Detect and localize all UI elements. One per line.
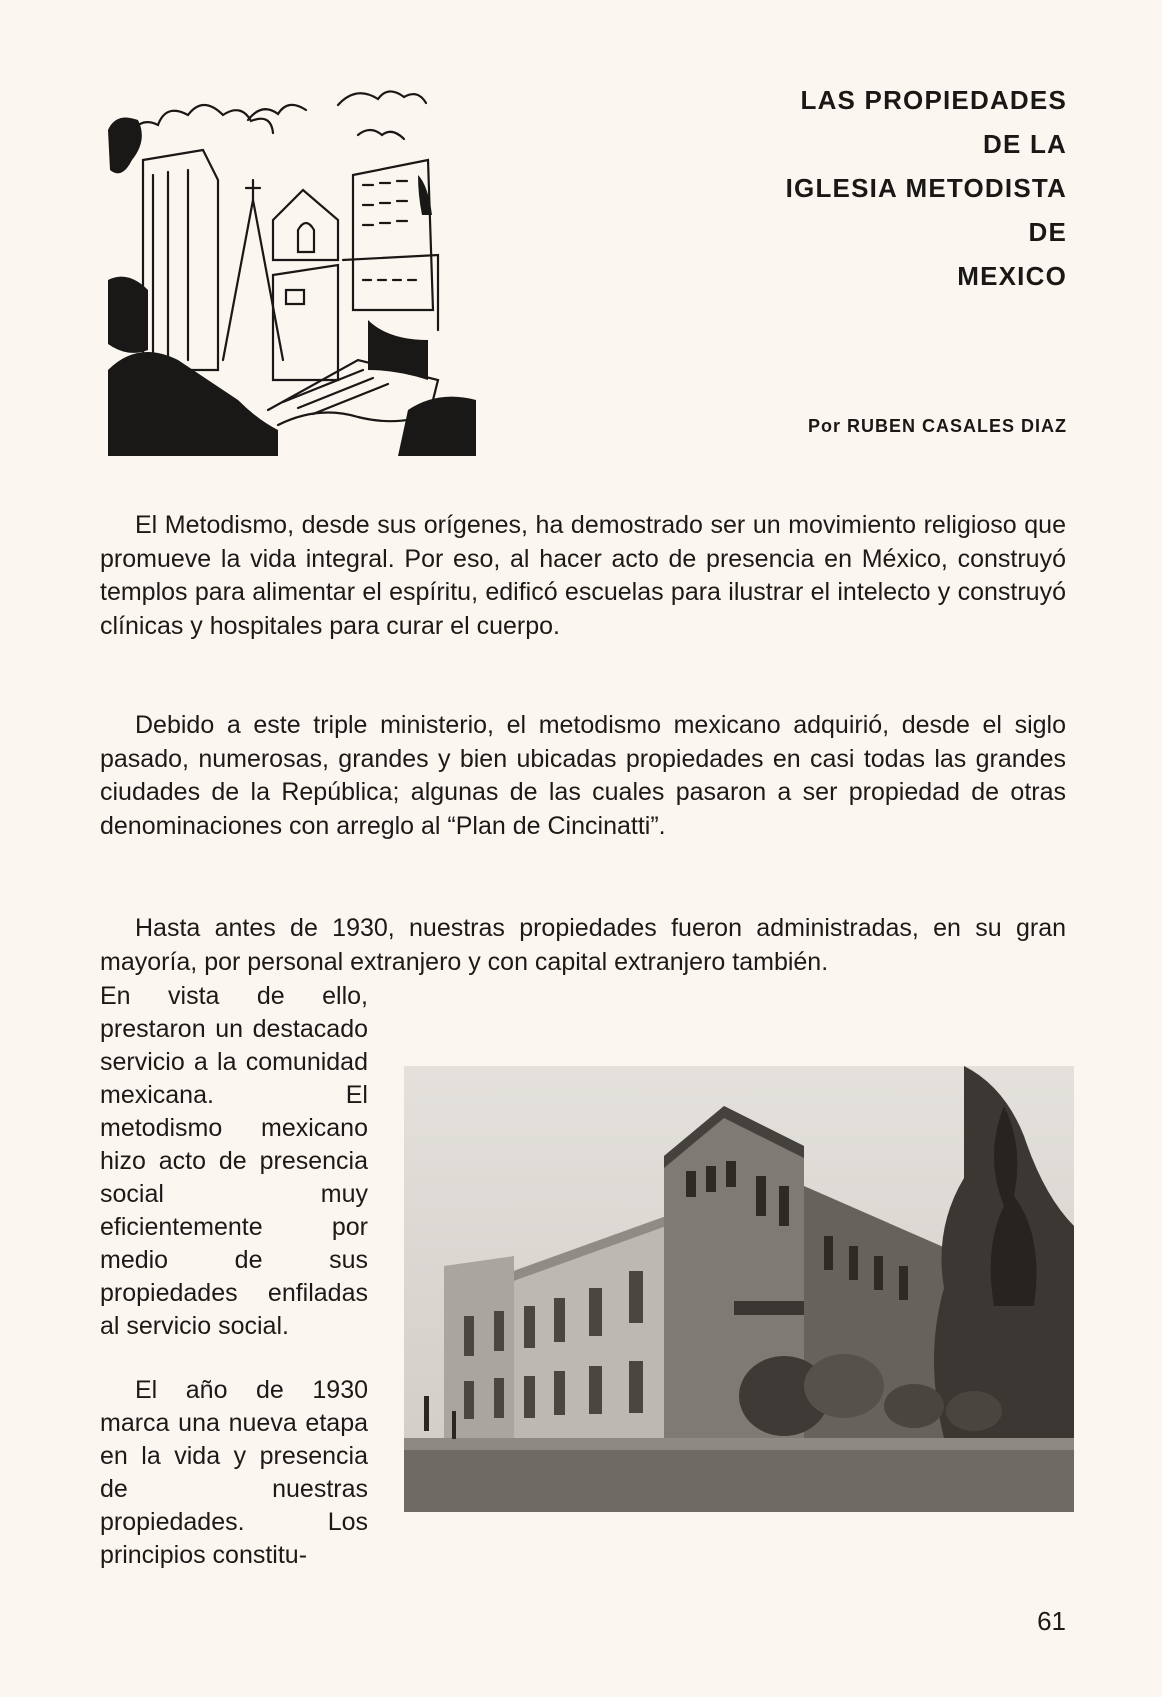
- column-paragraph-2: El año de 1930 marca una nueva etapa en la vida y presencia de nuestras propiedades. Los principios constitu-: [100, 1376, 368, 1569]
- paragraph-2: Debido a este triple ministerio, el metodismo mexicano adquirió, desde el siglo pasado, numerosas, grandes y bien ubicadas propiedades en casi todas las grandes ciudades de la República; algunas de las cuales pasaron a ser propiedad de otras denominaciones con arreglo al “Plan de Cincinatti”.: [100, 711, 1066, 840]
- title-line-2: DE LA: [983, 129, 1067, 159]
- byline-author: RUBEN CASALES DIAZ: [846, 416, 1067, 436]
- byline: [808, 416, 1067, 437]
- title-line-1: LAS PROPIEDADES: [800, 85, 1067, 115]
- paragraph-1: El Metodismo, desde sus orígenes, ha demostrado ser un movimiento religioso que promueve la vida integral. Por eso, al hacer acto de presencia en México, construyó templos para alimentar el espíritu, edificó escuelas para ilustrar el intelecto y construyó clínicas y hospitales para curar el cuerpo.: [100, 511, 1066, 640]
- paragraph-3: Hasta antes de 1930, nuestras propiedades fueron administradas, en su gran mayoría, por personal extranjero y con capital extranjero también.: [100, 914, 1066, 976]
- church-illustration: [108, 80, 476, 456]
- article-title: [647, 78, 1067, 298]
- building-photograph: [404, 1066, 1074, 1512]
- title-line-4: DE: [1028, 217, 1067, 247]
- page-number: 61: [1037, 1606, 1066, 1636]
- column-paragraph-1: En vista de ello, prestaron un destacado servicio a la comunidad mexicana. El metodismo mexicano hizo acto de presencia social muy eficientemente por medio de sus propiedades enfiladas al servicio social.: [100, 982, 368, 1340]
- title-line-3: IGLESIA METODISTA: [785, 173, 1067, 203]
- byline-prefix: Por: [807, 416, 841, 436]
- title-line-5: MEXICO: [957, 261, 1067, 291]
